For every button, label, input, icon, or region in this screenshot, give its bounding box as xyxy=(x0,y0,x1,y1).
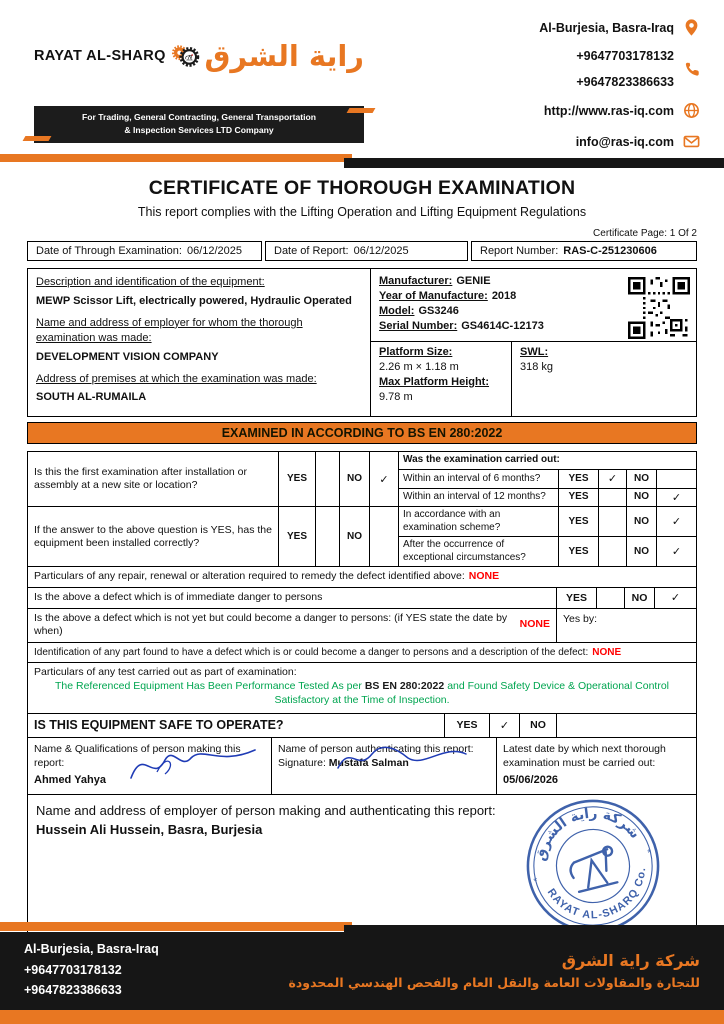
signatures-row xyxy=(28,737,696,794)
standard-banner: EXAMINED IN ACCORDING TO BS EN 280:2022 xyxy=(27,422,697,444)
header-email: info@ras-iq.com xyxy=(575,134,674,149)
footer-main xyxy=(0,932,724,1010)
report-authenticator-cell xyxy=(271,738,496,794)
equipment-table xyxy=(27,268,697,417)
tagline-line1: For Trading, General Contracting, General Transportation xyxy=(82,112,316,122)
report-authenticator-label: Name of person authenticating this report: xyxy=(278,742,474,755)
repair-particulars-label: Particulars of any repair, renewal or alteration required to remedy the defect identified above: xyxy=(34,570,465,583)
defect-identification-label: Identification of any part found to have a defect which is or could become a danger to persons and a description of the defect: xyxy=(34,646,589,658)
test-particulars-statement xyxy=(34,678,690,709)
exam-date-box xyxy=(27,241,262,261)
interval-12-months-label: Within an interval of 12 months? xyxy=(398,488,558,507)
interval12-yes-label: YES xyxy=(558,488,598,507)
interval6-no-label: NO xyxy=(626,469,656,488)
employer-name-label: Name and address of employer for whom the thorough examination was made: xyxy=(36,316,303,344)
interval6-yes-label: YES xyxy=(558,469,598,488)
future-danger-row xyxy=(28,608,696,642)
exceptional-no-checkbox: ✓ xyxy=(656,536,696,566)
equipment-spec-list xyxy=(379,275,544,339)
question-first-examination: Is this the first examination after installation or assembly at a new site or location? xyxy=(34,466,248,492)
safe-no-checkbox xyxy=(556,714,696,736)
repair-particulars-value: NONE xyxy=(468,570,500,583)
employer-name-value: DEVELOPMENT VISION COMPANY xyxy=(36,350,219,363)
equipment-description-value: MEWP Scissor Lift, electrically powered, Hydraulic Operated xyxy=(36,294,352,307)
report-date-label: Date of Report: xyxy=(274,245,349,257)
question-installed-correctly: If the answer to the above question is YES, has the equipment been installed correctly? xyxy=(28,506,278,566)
report-number-box xyxy=(471,241,697,261)
examination-grid xyxy=(28,452,696,566)
footer-accent-orange-bar xyxy=(0,922,352,931)
scheme-no-checkbox: ✓ xyxy=(656,506,696,536)
report-date-box xyxy=(265,241,468,261)
model-value: GS3246 xyxy=(418,305,459,317)
immediate-danger-no-label: NO xyxy=(624,588,654,608)
immediate-danger-yes-label: YES xyxy=(556,588,596,608)
swl-label: SWL: xyxy=(520,346,549,358)
examination-table xyxy=(27,451,697,938)
mail-icon xyxy=(682,132,701,151)
equipment-specs-column xyxy=(371,269,696,416)
header-divider-orange-bar xyxy=(0,154,352,162)
test-particulars-row xyxy=(28,662,696,713)
signature-label: Signature: xyxy=(278,756,326,769)
employer-of-persons-label: Name and address of employer of person making and authenticating this report: xyxy=(36,802,496,818)
q1-yes-label: YES xyxy=(278,452,315,506)
test-statement-part1: The Referenced Equipment Has Been Performance Tested As per xyxy=(55,679,362,692)
test-statement-standard: BS EN 280:2022 xyxy=(364,679,445,692)
defect-identification-row xyxy=(28,642,696,662)
carried-out-header: Was the examination carried out: xyxy=(398,452,696,469)
safe-to-operate-row xyxy=(28,713,696,736)
q1-yes-checkbox xyxy=(315,452,339,506)
serial-label: Serial Number: xyxy=(379,320,458,332)
report-maker-cell xyxy=(28,738,271,794)
immediate-danger-question: Is the above a defect which is of immediate danger to persons xyxy=(34,591,323,604)
footer-company-arabic: شركة راية الشرق xyxy=(561,950,700,970)
phone-icon xyxy=(682,60,701,79)
safe-to-operate-question: IS THIS EQUIPMENT SAFE TO OPERATE? xyxy=(34,718,284,733)
scheme-yes-label: YES xyxy=(558,506,598,536)
exam-date-value: 06/12/2025 xyxy=(186,245,243,257)
platform-size-label: Platform Size: xyxy=(379,346,453,358)
immediate-danger-no-checkbox: ✓ xyxy=(654,588,696,608)
defect-identification-value: NONE xyxy=(592,646,622,658)
interval6-yes-checkbox: ✓ xyxy=(598,469,626,488)
report-authenticator-name: Mustafa Salman xyxy=(328,756,409,769)
scheme-yes-checkbox xyxy=(598,506,626,536)
stamp-right-separator: * xyxy=(646,847,653,859)
next-examination-label: Latest date by which next thorough examination must be carried out: xyxy=(503,742,666,769)
swl-cell xyxy=(512,342,696,416)
gears-oil-pump-logo-icon xyxy=(170,8,201,104)
platform-size-cell xyxy=(371,342,512,416)
header-contacts xyxy=(539,8,714,151)
examination-scheme-label: In accordance with an examination scheme? xyxy=(398,506,558,536)
stamp-english-text: RAYAT AL-SHARQ Co. xyxy=(544,866,649,922)
manufacturer-value: GENIE xyxy=(456,275,491,287)
header-address: Al-Burjesia, Basra-Iraq xyxy=(539,20,674,35)
header-divider-dark-bar xyxy=(344,158,724,168)
safe-yes-label: YES xyxy=(444,714,489,736)
premises-address-label: Address of premises at which the examination was made: xyxy=(36,372,317,385)
q1-no-checkbox: ✓ xyxy=(369,452,398,506)
serial-value: GS4614C-12173 xyxy=(461,320,544,332)
q2-no-label: NO xyxy=(339,506,369,566)
next-examination-date: 05/06/2026 xyxy=(503,773,559,786)
header-phone2: +9647823386633 xyxy=(576,75,674,89)
report-maker-name: Ahmed Yahya xyxy=(34,773,106,786)
max-height-label: Max Platform Height: xyxy=(379,376,490,388)
stamp-left-separator: * xyxy=(532,875,540,888)
footer-phone1: +9647703178132 xyxy=(24,962,122,977)
report-maker-label: Name & Qualifications of person making this report: xyxy=(34,742,241,769)
interval12-no-checkbox: ✓ xyxy=(656,488,696,507)
q2-yes-label: YES xyxy=(278,506,315,566)
immediate-danger-yes-checkbox xyxy=(596,588,624,608)
employer-of-persons-value: Hussein Ali Hussein, Basra, Burjesia xyxy=(36,822,263,838)
exceptional-yes-checkbox xyxy=(598,536,626,566)
report-date-value: 06/12/2025 xyxy=(353,245,409,257)
future-danger-value: NONE xyxy=(519,618,550,631)
q2-no-checkbox xyxy=(369,506,398,566)
dates-info-row xyxy=(27,241,697,261)
q1-no-label: NO xyxy=(339,452,369,506)
equipment-description-label: Description and identification of the equipment: xyxy=(36,276,265,288)
footer-address: Al-Burjesia, Basra-Iraq xyxy=(24,942,159,957)
safe-yes-checkbox: ✓ xyxy=(489,714,519,736)
company-name-arabic: راية الشرق xyxy=(204,39,364,73)
globe-icon xyxy=(682,101,701,120)
exceptional-yes-label: YES xyxy=(558,536,598,566)
interval12-no-label: NO xyxy=(626,488,656,507)
company-tagline-banner xyxy=(34,106,364,143)
company-name-english: RAYAT AL-SHARQ xyxy=(34,48,166,64)
header xyxy=(0,0,724,151)
q2-yes-checkbox xyxy=(315,506,339,566)
stamp-arabic-text: شركة راية الشرق xyxy=(532,805,643,863)
equipment-description-column xyxy=(28,269,371,416)
page-title: CERTIFICATE OF THOROUGH EXAMINATION xyxy=(148,177,576,199)
interval6-no-checkbox xyxy=(656,469,696,488)
header-divider xyxy=(0,153,724,169)
test-particulars-label: Particulars of any test carried out as part of examination: xyxy=(34,665,297,678)
max-height-value: 9.78 m xyxy=(379,391,413,403)
interval12-yes-checkbox xyxy=(598,488,626,507)
safe-no-label: NO xyxy=(519,714,556,736)
footer-accent-dark-bar xyxy=(344,925,724,932)
interval-6-months-label: Within an interval of 6 months? xyxy=(398,469,558,488)
footer-phone2: +9647823386633 xyxy=(24,983,122,998)
future-danger-question: Is the above a defect which is not yet but could become a danger to persons: (if YES state the date by when) xyxy=(34,611,508,638)
swl-value: 318 kg xyxy=(520,361,554,373)
exam-date-label: Date of Through Examination: xyxy=(36,245,182,257)
scheme-no-label: NO xyxy=(626,506,656,536)
certificate-page-number: Certificate Page: 1 Of 2 xyxy=(593,228,697,239)
immediate-danger-row xyxy=(28,587,696,608)
footer-arabic-block xyxy=(289,951,701,990)
footer-tagline-arabic: للتجارة والمقاولات العامة والنقل العام والفحص الهندسي المحدودة xyxy=(288,974,700,990)
stamp-oil-pump-icon xyxy=(567,846,620,893)
model-label: Model: xyxy=(379,305,415,317)
year-value: 2018 xyxy=(491,290,517,302)
repair-particulars-row xyxy=(28,566,696,587)
test-statement-part2: and Found Safety Device & Operational Control Satisfactory at the Time of Inspection. xyxy=(274,679,669,707)
employer-of-persons-block xyxy=(28,794,696,938)
footer-accent-bars xyxy=(0,922,724,932)
header-phone1: +9647703178132 xyxy=(576,49,674,63)
footer-bottom-orange-bar xyxy=(0,1010,724,1024)
header-website: http://www.ras-iq.com xyxy=(543,103,674,118)
page-subtitle: This report complies with the Lifting Operation and Lifting Equipment Regulations xyxy=(137,205,587,219)
platform-size-value: 2.26 m × 1.18 m xyxy=(379,361,459,373)
tagline-line2: & Inspection Services LTD Company xyxy=(124,124,274,135)
yes-by-cell: Yes by: xyxy=(556,609,696,642)
premises-address-value: SOUTH AL-RUMAILA xyxy=(36,391,147,404)
company-logo-block xyxy=(34,8,364,151)
location-pin-icon xyxy=(682,18,701,37)
exceptional-circumstances-label: After the occurrence of exceptional circumstances? xyxy=(398,536,558,566)
qr-code xyxy=(628,277,690,339)
year-label: Year of Manufacture: xyxy=(379,290,488,302)
exceptional-no-label: NO xyxy=(626,536,656,566)
footer-contact-block xyxy=(24,939,159,1001)
next-examination-cell xyxy=(496,738,696,794)
manufacturer-label: Manufacturer: xyxy=(379,275,453,287)
footer xyxy=(0,922,724,1024)
report-number-label: Report Number: xyxy=(480,245,559,257)
report-number-value: RAS-C-251230606 xyxy=(563,245,657,257)
